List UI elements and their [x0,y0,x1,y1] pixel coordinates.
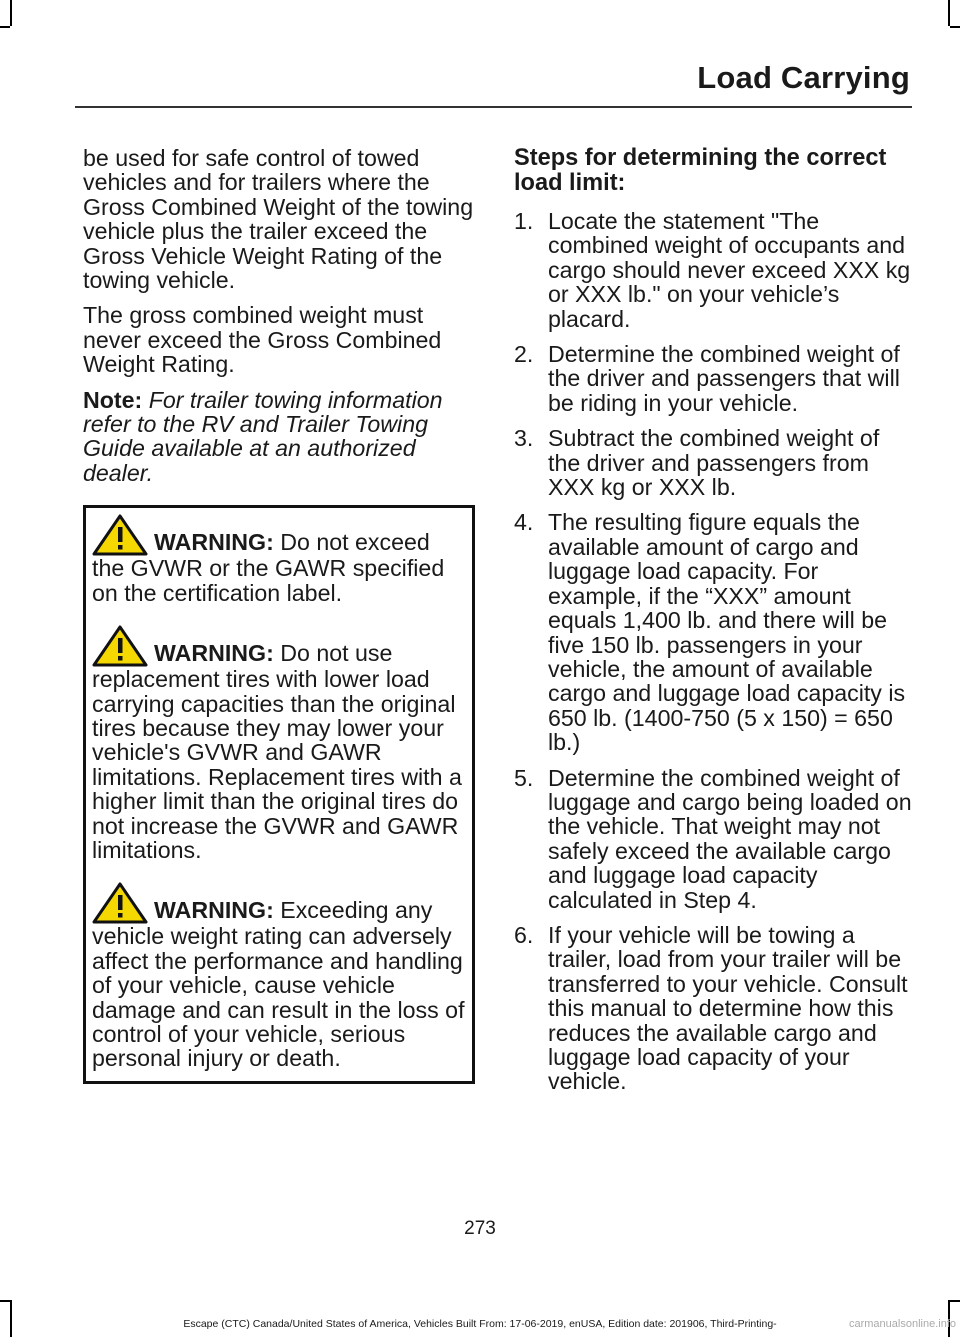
step-text: Locate the statement "The combined weight of occupants and cargo should never exceed XXX kg or XXX lb." on your vehicle’s placard. [548,208,911,332]
crop-mark-top-right-h [950,26,960,28]
crop-mark-top-right [948,0,950,26]
crop-mark-bottom-left-h [0,1300,10,1302]
step-number: 5. [514,764,534,791]
step-number: 6. [514,921,534,948]
warning-triangle-icon [92,514,148,556]
warning-text: Do not use replacement tires with lower load carrying capacities than the original tires because they may lower your vehicle's GVWR and GAWR limitations. Replacement tires with a higher limit than the original tires do not increase the GVWR and GAWR limitations. [92,640,462,863]
left-column [83,146,475,1084]
step-number: 4. [514,509,534,536]
paragraph: The gross combined weight must never exceed the Gross Combined Weight Rating. [83,302,442,378]
paragraph: be used for safe control of towed vehicles and for trailers where the Gross Combined Weight of the towing vehicle plus the trailer exceed the Gross Vehicle Weight Rating of the towing vehicle. [83,145,474,294]
warning-label: WARNING: [154,897,274,924]
crop-mark-bottom-right-h [950,1300,960,1302]
note-text: For trailer towing information refer to the RV and Trailer Towing Guide available at an authorized dealer. [83,386,443,486]
list-item [514,209,914,331]
step-number: 2. [514,341,534,368]
list-item [514,342,914,415]
note-label: Note: [83,386,143,413]
list-item [514,923,914,1094]
step-text: Subtract the combined weight of the driver and passengers from XXX kg or XXX lb. [548,425,880,501]
warning-text: Do not exceed the GVWR or the GAWR specified on the certification label. [92,529,445,606]
warning-triangle-icon [92,882,148,924]
warning-text: Exceeding any vehicle weight rating can adversely affect the performance and handling of your vehicle, cause vehicle damage and can result in the loss of control of your vehicle, serious personal injury or death. [92,897,465,1072]
step-text: The resulting figure equals the available amount of cargo and luggage load capacity. For example, if the “XXX” amount equals 1,400 lb. and there will be five 150 lb. passengers in your vehicle, the amount of available cargo and luggage load capacity is 650 lb. (1400-750 (5 x 150) = 650 lb.) [548,509,906,756]
warning-1 [92,514,466,605]
list-item [514,510,914,754]
warning-3 [92,882,466,1070]
step-number: 3. [514,425,534,452]
warning-box [83,505,475,1084]
watermark: carmanualsonline.info [848,1318,956,1330]
step-text: Determine the combined weight of the driver and passengers that will be riding in your vehicle. [548,341,900,416]
section-title: Load Carrying [697,60,910,95]
steps-list [514,209,914,1094]
crop-mark-top-left-h [0,26,10,28]
warning-triangle-icon [92,625,148,667]
page-number: 273 [464,1218,496,1239]
steps-heading: Steps for determining the correct load limit: [514,145,887,196]
footer-text: Escape (CTC) Canada/United States of America, Vehicles Built From: 17-06-2019, enUSA, Edition date: 201906, Third-Printing- [183,1318,777,1330]
right-column [514,146,914,1105]
list-item [514,426,914,499]
step-number: 1. [514,208,534,234]
note [83,388,475,486]
warning-label: WARNING: [154,640,274,667]
warning-2 [92,625,466,862]
step-text: Determine the combined weight of luggage and cargo being loaded on the vehicle. That weight may not safely exceed the available cargo and luggage load capacity calculated in Step 4. [548,764,912,913]
header-divider [75,106,912,108]
step-text: If your vehicle will be towing a trailer, load from your trailer will be transferred to your vehicle. Consult this manual to determine how this reduces the available cargo and luggage load capacity of your vehicle. [548,921,908,1095]
crop-mark-top-left [10,0,12,26]
list-item [514,766,914,912]
warning-label: WARNING: [154,529,274,556]
